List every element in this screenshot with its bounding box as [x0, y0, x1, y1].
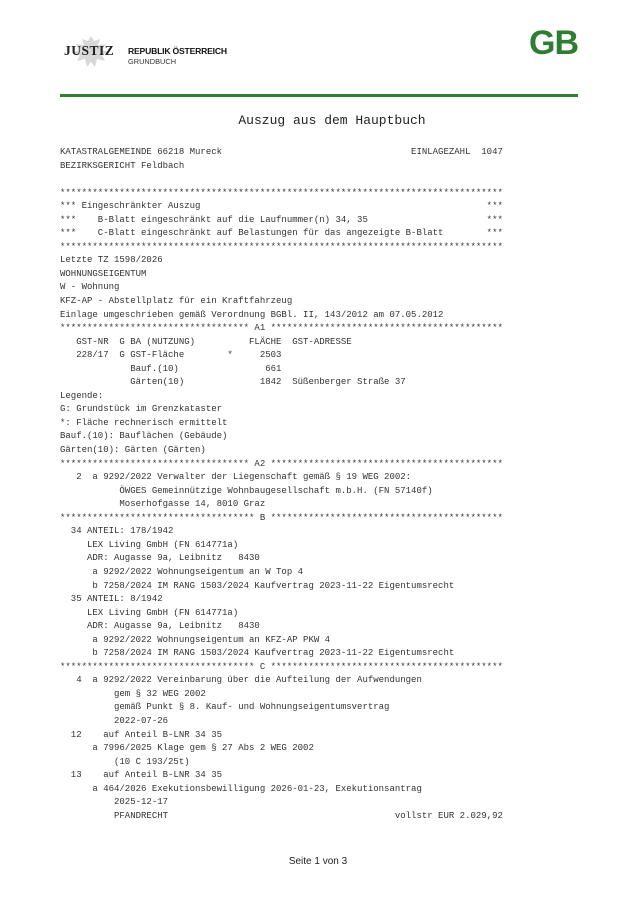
text-line: 12 auf Anteil B-LNR 34 35	[60, 729, 223, 740]
text-line: Bauf.(10): Bauflächen (Gebäude)	[60, 431, 228, 442]
text-line: KATASTRALGEMEINDE 66218 Mureck EINLAGEZAHL 1047	[60, 147, 503, 157]
text-line: 34 ANTEIL: 178/1942	[60, 526, 174, 537]
justiz-logo	[60, 33, 260, 73]
gb-badge: GB	[529, 24, 578, 62]
text-line: gemäß Punkt § 8. Kauf- und Wohnungseigentumsvertrag	[60, 702, 390, 713]
text-line: 228/17 G GST-Fläche * 2503	[60, 350, 282, 361]
text-line: ADR: Augasse 9a, Leibnitz 8430	[60, 621, 260, 632]
text-line: b 7258/2024 IM RANG 1503/2024 Kaufvertrag 2023-11-22 Eigentumsrecht	[60, 580, 455, 591]
text-line: Bauf.(10) 661	[60, 363, 282, 374]
section-divider-a1: *********************************** A1 *******************************************	[60, 323, 503, 334]
text-line: 2025-12-17	[60, 797, 169, 808]
text-line: LEX Living GmbH (FN 614771a)	[60, 539, 239, 550]
text-line: BEZIRKSGERICHT Feldbach	[60, 160, 185, 171]
page-number: Seite 1 von 3	[288, 856, 348, 867]
text-line: ÖWGES Gemeinnützige Wohnbaugesellschaft m.b.H. (FN 57140f)	[60, 485, 433, 496]
text-line	[60, 173, 580, 187]
text-line: *** B-Blatt eingeschränkt auf die Laufnummer(n) 34, 35 ***	[60, 214, 503, 225]
text-line: 2022-07-26	[60, 715, 169, 726]
text-line: LEX Living GmbH (FN 614771a)	[60, 607, 239, 618]
text-line: *** Eingeschränkter Auszug ***	[60, 201, 503, 212]
text-line: 4 a 9292/2022 Vereinbarung über die Aufteilung der Aufwendungen	[60, 675, 422, 686]
text-line: KFZ-AP - Abstellplatz für ein Kraftfahrzeug	[60, 296, 293, 307]
text-line: 13 auf Anteil B-LNR 34 35	[60, 770, 223, 781]
text-line: b 7258/2024 IM RANG 1503/2024 Kaufvertrag 2023-11-22 Eigentumsrecht	[60, 648, 455, 659]
text-line: Gärten(10) 1842 Süßenberger Straße 37	[60, 377, 406, 388]
logo-wordmark: JUSTIZ	[64, 43, 115, 58]
text-line: *** C-Blatt eingeschränkt auf Belastungen für das angezeigte B-Blatt ***	[60, 228, 503, 239]
text-line: (10 C 193/25t)	[60, 756, 190, 767]
text-line: a 464/2026 Exekutionsbewilligung 2026-01-23, Exekutionsantrag	[60, 783, 422, 794]
section-divider-a2: *********************************** A2 *******************************************	[60, 458, 503, 469]
text-line: PFANDRECHT vollstr EUR 2.029,92	[60, 810, 503, 821]
text-line: 2 a 9292/2022 Verwalter der Liegenschaft gemäß § 19 WEG 2002:	[60, 472, 412, 483]
text-line: G: Grundstück im Grenzkataster	[60, 404, 223, 415]
section-divider-c: ************************************ C *******************************************	[60, 661, 503, 672]
text-line: a 7996/2025 Klage gem § 27 Abs 2 WEG 2002	[60, 743, 314, 754]
text-line: WOHNUNGSEIGENTUM	[60, 268, 147, 279]
text-line: Gärten(10): Gärten (Gärten)	[60, 445, 206, 456]
text-line: a 9292/2022 Wohnungseigentum an KFZ-AP PKW 4	[60, 634, 331, 645]
logo-subtitle: GRUNDBUCH	[128, 57, 177, 66]
logo-title: REPUBLIK ÖSTERREICH	[128, 46, 227, 56]
text-line: Legende:	[60, 390, 104, 401]
text-line: Letzte TZ 1598/2026	[60, 255, 163, 266]
document-body	[60, 146, 580, 823]
text-line: ADR: Augasse 9a, Leibnitz 8430	[60, 553, 260, 564]
text-line: W - Wohnung	[60, 282, 120, 293]
document-title: Auszug aus dem Hauptbuch	[238, 113, 426, 128]
text-line: *: Fläche rechnerisch ermittelt	[60, 417, 228, 428]
text-line: **********************************************************************************	[60, 241, 503, 252]
text-line: gem § 32 WEG 2002	[60, 688, 206, 699]
text-line: a 9292/2022 Wohnungseigentum an W Top 4	[60, 566, 304, 577]
header-divider	[60, 94, 578, 97]
text-line: Moserhofgasse 14, 8010 Graz	[60, 499, 266, 510]
text-line: GST-NR G BA (NUTZUNG) FLÄCHE GST-ADRESSE	[60, 336, 352, 347]
text-line: Einlage umgeschrieben gemäß Verordnung BGBl. II, 143/2012 am 07.05.2012	[60, 309, 444, 320]
text-line: **********************************************************************************	[60, 187, 503, 198]
section-divider-b: ************************************ B *******************************************	[60, 512, 503, 523]
text-line: 35 ANTEIL: 8/1942	[60, 594, 163, 605]
